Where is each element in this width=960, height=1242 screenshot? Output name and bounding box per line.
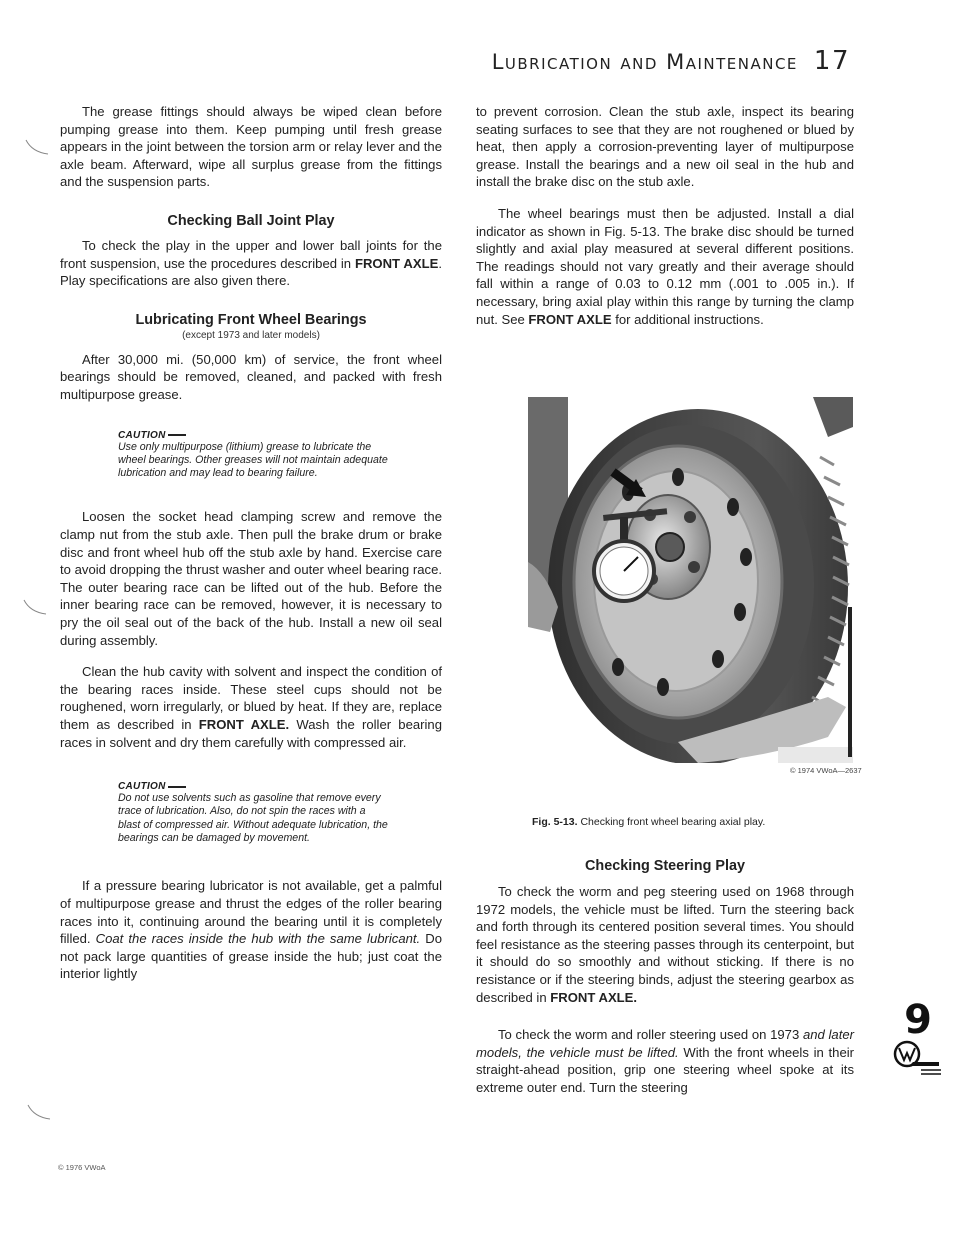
caution-label-text: CAUTION xyxy=(118,781,166,793)
paragraph-worm-roller xyxy=(476,1026,854,1096)
caution-solvents xyxy=(118,781,388,845)
text-run: With the front wheels in their straight-ahead position, grip one steering wheel spoke at its extreme outer end. Turn the steering xyxy=(476,1044,854,1095)
caution-rule xyxy=(168,786,186,788)
subheading-models: (except 1973 and later models) xyxy=(182,329,320,341)
paragraph-service-interval: After 30,000 mi. (50,000 km) of service, the front wheel bearings should be removed, cleaned, and packed with fresh multipurpose grease. xyxy=(60,351,442,402)
paragraph-loosen: Loosen the socket head clamping screw and remove the clamp nut from the stub axle. Then pull the brake drum or brake disc and front wheel hub off the stub axle by hand. Exercise care to avoid dropping the thrust washer and outer wheel bearing race. The outer bearing race can be lifted out of the hub. Before the inner bearing race can be removed, however, it is necessary to pry the oil seal out of the back of the hub. Install a new oil seal during assembly. xyxy=(60,509,442,648)
text-run: To check the play in the upper and lower ball joints for the front suspension, use the procedures described in xyxy=(60,237,442,271)
reference-front-axle: FRONT AXLE. xyxy=(198,716,290,732)
caution-text: Use only multipurpose (lithium) grease to lubricate the wheel bearings. Other greases will not maintain adequate lubrication and may lead to bearing failure. xyxy=(118,440,388,480)
text-run: Clean the hub cavity with solvent and inspect the condition of the bearing races inside. These steel cups should not be roughened, worn irregularly, or blued by heat. If they are, replace them as described in xyxy=(60,664,442,732)
heading-ball-joint: Checking Ball Joint Play xyxy=(167,212,335,229)
figure-number: Fig. 5-13. xyxy=(532,816,578,828)
heading-steering-play: Checking Steering Play xyxy=(585,858,745,874)
text-run: To check the worm and roller steering used on 1973 xyxy=(498,1027,803,1043)
reference-front-axle: FRONT AXLE xyxy=(354,255,439,271)
caution-label-text: CAUTION xyxy=(118,429,166,441)
text-run-italic: and later models, the vehicle must be lifted. xyxy=(476,1027,854,1060)
text-run: for additional instructions. xyxy=(611,311,764,327)
paragraph-adjust-bearings xyxy=(476,205,854,328)
reference-front-axle: FRONT AXLE xyxy=(528,311,612,327)
steering-section xyxy=(476,858,854,1097)
paragraph-clean-hub xyxy=(60,663,442,751)
caution-text: Do not use solvents such as gasoline that remove every trace of lubrication. Also, do not spin the races with a blast of compressed air. Without adequate lubrication, the bearings can be damaged by movement. xyxy=(118,792,388,845)
binding-mark xyxy=(24,138,54,158)
page-header xyxy=(492,46,850,76)
header-title: Lubrication and Maintenance xyxy=(491,50,798,74)
caution-label xyxy=(118,430,388,441)
vw-logo-icon xyxy=(893,1040,943,1080)
paragraph-corrosion: to prevent corrosion. Clean the stub axle, inspect its bearing seating surfaces to see that they are not roughened or blued by heat, then apply a corrosion-preventing layer of multipurpose grease. Install the bearings and a new oil seal in the hub and install the brake disc on the stub axle. xyxy=(476,104,854,190)
binding-mark xyxy=(26,1103,56,1123)
section-tab xyxy=(893,997,943,1085)
left-column xyxy=(60,103,442,983)
paragraph-pressure-lubricator xyxy=(60,877,442,983)
text-run: To check the worm and peg steering used on 1968 through 1972 models, the vehicle must be lifted. Turn the steering back and forth through its centered position several times. You should feel resistance as the steering passes through its centerpoint, but it should do so smoothly and without sticking. If there is no resistance or if the steering binds, adjust the steering gearbox as described in xyxy=(476,884,854,1005)
caption-text: Checking front wheel bearing axial play. xyxy=(580,816,766,828)
paragraph-worm-peg xyxy=(476,883,854,1006)
reference-front-axle: FRONT AXLE. xyxy=(550,989,638,1005)
photo-credit: © 1974 VWoA—2637 xyxy=(790,766,862,775)
footer-copyright: © 1976 VWoA xyxy=(58,1163,106,1172)
caution-grease xyxy=(118,430,388,481)
heading-wheel-bearings: Lubricating Front Wheel Bearings xyxy=(135,311,367,328)
section-number: 9 xyxy=(904,997,932,1043)
text-run: If a pressure bearing lubricator is not available, get a palmful of multipurpose grease and thrust the edges of the roller bearing races into it, continuing around the bearing until it is completely filled. xyxy=(60,878,442,947)
text-run: Do not pack large quantities of grease inside the hub; just coat the interior lightly xyxy=(60,931,442,982)
paragraph-ball-joint xyxy=(60,237,442,290)
wheel-bearing-photo xyxy=(528,397,853,763)
page-number: 17 xyxy=(813,46,850,76)
text-run-italic: Coat the races inside the hub with the same lubricant. xyxy=(95,931,421,947)
text-run: The wheel bearings must then be adjusted. Install a dial indicator as shown in Fig. 5-13. The brake disc should be turned slightly and axial play measured at several different positions. The readings should not vary greatly and their average should fall within a range of 0.03 to 0.12 mm (.001 to .005 in.). If necessary, bring axial play within this range by turning the clamp nut. See xyxy=(476,205,854,327)
right-column xyxy=(476,103,854,328)
paragraph-grease-fittings: The grease fittings should always be wiped clean before pumping grease into them. Keep pumping until fresh grease appears in the joint between the torsion arm or relay lever and the axle beam. Afterward, wipe all surplus grease from the fittings and the suspension parts. xyxy=(60,104,442,190)
text-run: . Play specifications are also given there. xyxy=(60,255,442,289)
binding-mark xyxy=(22,598,52,618)
caution-label xyxy=(118,781,388,792)
text-run: Wash the roller bearing races in solvent and dry them carefully with compressed air. xyxy=(60,716,442,750)
figure-caption xyxy=(532,816,765,828)
caution-rule xyxy=(168,434,186,436)
